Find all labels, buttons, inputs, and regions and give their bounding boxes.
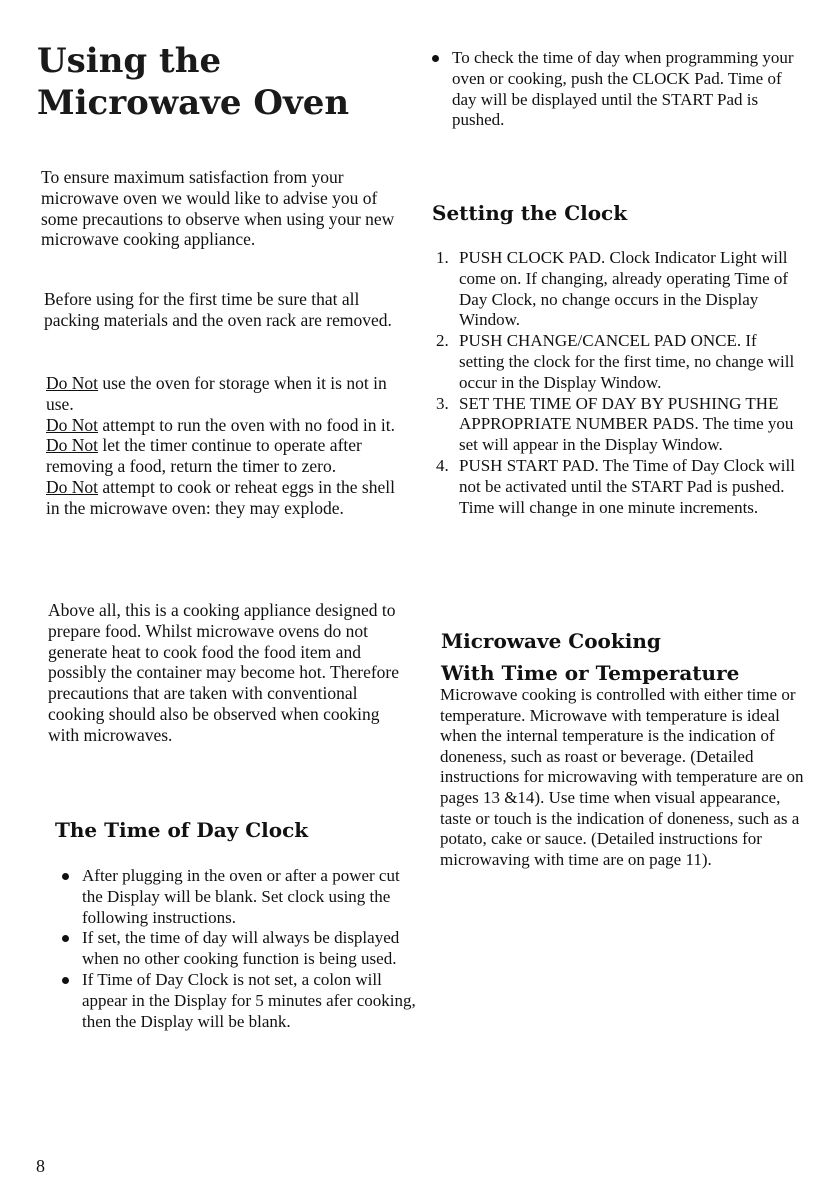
time-of-day-bullets — [82, 866, 422, 1032]
bullet-icon — [62, 873, 69, 880]
warning-item — [46, 373, 404, 415]
bullet-icon — [62, 935, 69, 942]
warning-prefix: Do Not — [46, 373, 99, 393]
warning-item — [46, 415, 404, 436]
intro-paragraph: To ensure maximum satisfaction from your microwave oven we would like to advise you of some precautions to observe when using your new microwave cooking appliance. — [41, 167, 395, 250]
warning-prefix: Do Not — [46, 414, 99, 435]
time-of-day-heading: The Time of Day Clock — [55, 818, 309, 842]
setting-clock-heading: Setting the Clock — [432, 201, 628, 225]
list-item — [436, 248, 804, 331]
list-item — [436, 393, 804, 456]
list-item: To check the time of day when programming your oven or cooking, push the CLOCK Pad. Time of day will be displayed until the START Pad is pushed. — [452, 48, 797, 131]
warning-text: attempt to cook or reheat eggs in the shell in the microwave oven: they may explode. — [46, 476, 395, 518]
warning-prefix: Do Not — [46, 476, 99, 497]
setting-clock-steps — [436, 248, 804, 518]
page-title: Using the Microwave Oven — [37, 41, 350, 123]
page-number: 8 — [36, 1156, 45, 1176]
warnings-block — [46, 373, 404, 519]
warning-item — [46, 435, 404, 477]
step-number: 1. — [436, 248, 449, 267]
microwave-cooking-paragraph: Microwave cooking is controlled with either time or temperature. Microwave with temperature is ideal when the internal temperature is the indication of doneness, such as roast or beverage. (Detailed instructions for microwaving with temperature are on pages 13 &14). Use time when visual appearance, taste or touch is the indication of doneness, such as a potato, cake or sauce. (Detailed instructions for microwaving with time are on page 11). — [440, 685, 804, 869]
warning-text: use the oven for storage when it is not in use. — [46, 373, 387, 414]
microwave-cooking-heading: Microwave Cooking — [441, 629, 661, 653]
list-item: If Time of Day Clock is not set, a colon will appear in the Display for 5 minutes afer cooking, then the Display will be blank. — [82, 970, 422, 1032]
before-use-paragraph: Before using for the first time be sure that all packing materials and the oven rack are removed. — [44, 289, 392, 330]
microwave-cooking-subheading: With Time or Temperature — [441, 661, 740, 685]
step-number: 3. — [436, 393, 449, 413]
step-number: 2. — [436, 331, 449, 351]
warning-text: let the timer continue to operate after removing a food, return the timer to zero. — [46, 435, 362, 477]
above-all-paragraph: Above all, this is a cooking appliance designed to prepare food. Whilst microwave ovens do not generate heat to cook food the food item and possibly the container may become hot. Therefore precautions that are taken with conventional cooking should also be observed when cooking with microwaves. — [48, 600, 400, 745]
bullet-icon — [62, 977, 69, 984]
bullet-icon — [432, 55, 439, 62]
warning-text: attempt to run the oven with no food in it. — [98, 414, 395, 435]
warning-item — [46, 477, 404, 519]
step-text: PUSH CHANGE/CANCEL PAD ONCE. If setting the clock for the first time, no change will occur in the Display Window. — [459, 331, 795, 392]
list-item — [436, 331, 804, 393]
list-item: After plugging in the oven or after a power cut the Display will be blank. Set clock using the following instructions. — [82, 866, 422, 928]
step-text: PUSH START PAD. The Time of Day Clock will not be activated until the START Pad is pushed. Time will change in one minute increments. — [459, 455, 795, 517]
list-item — [436, 455, 804, 518]
step-text: PUSH CLOCK PAD. Clock Indicator Light will come on. If changing, already operating Time of Day Clock, no change occurs in the Display Window. — [459, 248, 789, 330]
step-text: SET THE TIME OF DAY BY PUSHING THE APPROPRIATE NUMBER PADS. The time you set will appear in the Display Window. — [459, 393, 794, 455]
check-time-bullets — [452, 48, 797, 131]
warning-prefix: Do Not — [46, 435, 99, 456]
step-number: 4. — [436, 455, 449, 475]
list-item: If set, the time of day will always be displayed when no other cooking function is being used. — [82, 928, 422, 970]
